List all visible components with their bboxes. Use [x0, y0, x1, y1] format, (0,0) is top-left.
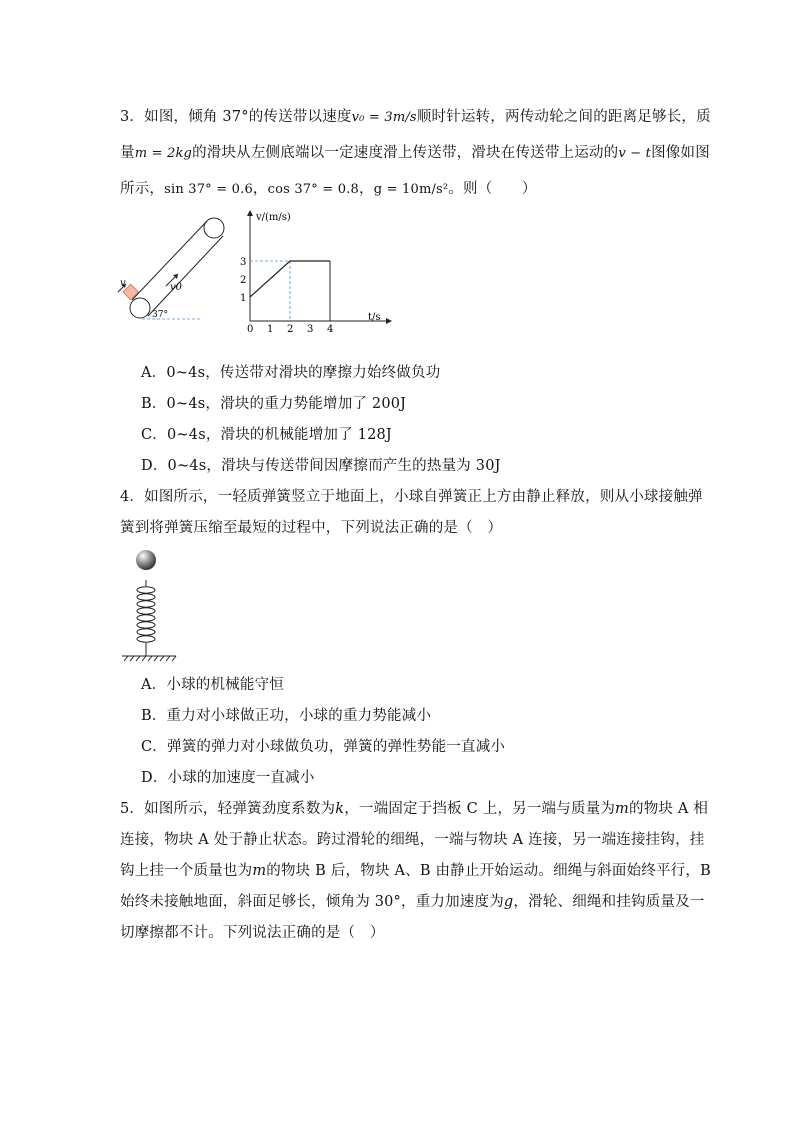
- q3-separator-2: ，: [359, 181, 374, 197]
- q3-option-b[interactable]: B．0~4s，滑块的重力势能增加了 200J: [141, 396, 407, 412]
- q4-option-c[interactable]: C．弹簧的弹力对小球做负功，弹簧的弹性势能一直减小: [141, 739, 506, 755]
- q4-text-line-2: 簧到将弹簧压缩至最短的过程中，下列说法正确的是（ ）: [120, 520, 503, 536]
- y-tick-3: 3: [240, 257, 247, 268]
- x-tick-4: 4: [327, 324, 334, 335]
- q5-m-symbol-1: m: [615, 801, 629, 817]
- x-tick-0: 0: [247, 324, 254, 335]
- angle-label: 37°: [152, 310, 168, 320]
- q3-text-line-3: [120, 179, 537, 200]
- q5-k-symbol: k: [335, 801, 345, 817]
- q3-mass-expression: m = 2kg: [134, 146, 193, 161]
- ball: [136, 550, 156, 570]
- q4-text-line-1: 4．如图所示，一轻质弹簧竖立于地面上，小球自弹簧正上方由静止释放，则从小球接触弹: [120, 489, 703, 505]
- q3-line3-tail: 。则（ ）: [448, 181, 537, 197]
- q5-text-line-4: [120, 892, 705, 912]
- q5-m-symbol-2: m: [252, 863, 267, 879]
- q4-option-d[interactable]: D．小球的加速度一直减小: [141, 770, 315, 786]
- q5-line1-a: 5．如图所示，轻弹簧劲度系数为: [120, 801, 336, 817]
- vt-graph: [240, 210, 392, 335]
- q3-option-d[interactable]: D．0~4s，滑块与传送带间因摩擦而产生的热量为 30J: [141, 458, 501, 474]
- q5-text-line-2: 连接，物块 A 处于静止状态。跨过滑轮的细绳，一端与物块 A 连接，另一端连接挂钩，挂: [120, 832, 705, 848]
- q3-separator-1: ，: [252, 181, 268, 197]
- q4-option-a[interactable]: A．小球的机械能守恒: [141, 677, 284, 693]
- q5-line4-b: ，滑轮、细绳和挂钩质量及一: [513, 894, 705, 910]
- q3-g-expression: g = 10m/s²: [373, 182, 449, 197]
- q5-line1-b: ，一端固定于挡板 C 上，另一端与质量为: [344, 801, 616, 817]
- q3-line1-tail: 顺时针运转，两传动轮之间的距离足够长，质: [416, 109, 711, 125]
- q5-line1-c: 的物块 A 相: [629, 801, 709, 817]
- q3-line2-tail: 的滑块从左侧底端以一定速度滑上传送带，滑块在传送带上运动的: [192, 145, 619, 161]
- y-tick-1: 1: [240, 293, 247, 304]
- x-tick-3: 3: [307, 324, 314, 335]
- ground: [122, 656, 176, 661]
- conveyor-belt-diagram: [118, 218, 224, 320]
- y-axis-label: v/(m/s): [256, 212, 291, 223]
- q3-v0-expression: v₀ = 3m/s: [351, 110, 417, 125]
- x-tick-2: 2: [287, 324, 294, 335]
- q5-text-line-1: [120, 799, 708, 819]
- q5-text-line-3: [120, 861, 711, 881]
- q3-vt-expression: v − t: [618, 146, 652, 161]
- q5-line3-a: 钩上挂一个质量也为: [120, 863, 253, 879]
- spring: [137, 580, 155, 656]
- q3-figure: [112, 208, 402, 338]
- q3-line2-end: 图像如图: [651, 145, 710, 161]
- q5-text-line-5: 切摩擦都不计。下列说法正确的是（ ）: [120, 925, 385, 941]
- q3-sin-expression: sin 37° = 0.6: [164, 182, 253, 197]
- q3-text-line-1: [120, 107, 711, 128]
- x-tick-1: 1: [267, 324, 274, 335]
- q3-line3-head: 所示，: [120, 181, 165, 197]
- y-tick-2: 2: [240, 275, 247, 286]
- q3-option-c[interactable]: C．0~4s，滑块的机械能增加了 128J: [141, 427, 392, 443]
- belt-v0-label: v0: [170, 282, 183, 293]
- belt-v-label: v: [120, 278, 126, 289]
- q4-spring-figure: [118, 548, 180, 663]
- q3-cos-expression: cos 37° = 0.8: [267, 182, 360, 197]
- q5-g-symbol: g: [503, 894, 514, 910]
- q3-line2-head: 量: [120, 145, 135, 161]
- q3-intro: 3．如图，倾角 37°的传送带以速度: [120, 109, 352, 125]
- q5-line3-b: 的物块 B 后，物块 A、B 由静止开始运动。细绳与斜面始终平行，B: [266, 863, 711, 879]
- q4-option-b[interactable]: B．重力对小球做正功，小球的重力势能减小: [141, 708, 432, 724]
- x-axis-label: t/s: [368, 312, 381, 323]
- q3-option-a[interactable]: A．0~4s，传送带对滑块的摩擦力始终做负功: [141, 365, 441, 381]
- q5-line4-a: 始终未接触地面，斜面足够长，倾角为 30°，重力加速度为: [120, 894, 504, 910]
- q3-text-line-2: [120, 143, 710, 164]
